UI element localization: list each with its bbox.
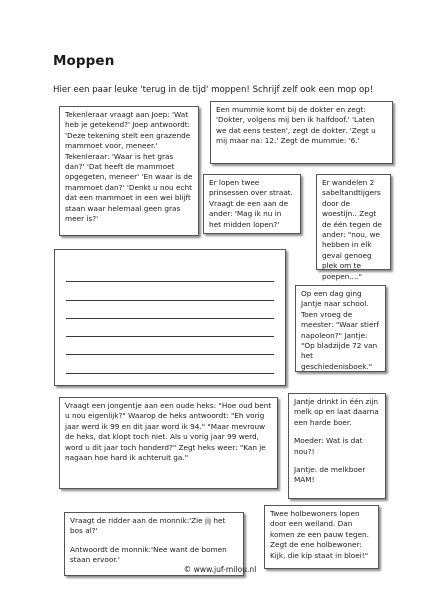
joke-box-tekenleraar [59,106,199,236]
joke-text: Vraagt een jongentje aan een oude heks: "Hoe oud bent u nou eigenlijk?" Waarop de heks antwoordt: "Eh vorig jaar werd ik 99 en dit jaar word ik 94." "Maar mevrouw de heks, dat klopt toch niet. Als u vorig jaar 99 werd, word u dit jaar toch honderd?" Zegt heks weer: "Kan je nagaan hoe hard ik achteruit ga." [65,401,272,463]
joke-box-holbewoners [264,505,379,569]
joke-box-prinsessen [203,174,301,234]
joke-box-mummie [210,101,393,164]
joke-text: Moeder: Wat is dat nou?! [294,436,363,456]
joke-text: Jantje: de melkboer MAM! [294,465,366,485]
writing-line[interactable] [66,319,274,337]
writing-area[interactable] [54,249,286,386]
writing-line[interactable] [66,264,274,282]
joke-box-heks [59,397,278,489]
joke-text: Op een dag ging Jantje naar school. Toen vroeg de meester: "Waar stierf napoleon?" Jantje: "Op bladzijde 72 van het geschiedenisboek." [301,289,380,371]
writing-line[interactable] [66,282,274,300]
page-title: Moppen [53,53,115,69]
joke-box-jantje-napoleon [295,285,386,372]
joke-text: Een mummie komt bij de dokter en zegt: 'Dokter, volgens mij ben ik halfdoof.' 'Laten we dat eens testen', zegt de dokter. 'Zegt u mij maar na: 12.' Zegt de mummie: '6.' [216,105,376,146]
joke-text: Er lopen twee prinsessen over straat. Vraagt de een aan de ander: 'Mag ik nu in het midden lopen?' [209,178,293,229]
joke-text: Antwoordt de monnik:'Nee want de bomen staan ervoor.' [70,544,227,565]
writing-line[interactable] [66,301,274,319]
writing-lines[interactable] [66,264,274,374]
joke-text: Jantje drinkt in één zijn melk op en laat daarna een harde boer. [294,397,379,427]
joke-text: Vraagt de ridder aan de monnik:'Zie jij het bos al?' [70,516,226,536]
writing-line[interactable] [66,355,274,373]
joke-text: Er wandelen 2 sabeltandtijgers door de woestijn.. Zegt de één tegen de ander: "nou, we hebben in elk geval genoeg plek om te poepen...." [322,178,382,281]
joke-box-sabeltandtijgers [316,174,391,281]
joke-text: Twee holbewoners lopen door een weiland. Dan komen ze een pauw tegen. Zegt de ene holbewoner: Kijk, die kip staat in bloei!" [270,509,369,560]
writing-line[interactable] [66,337,274,355]
footer-credit: © www.juf-milou.nl [183,565,257,574]
joke-box-melkboer [288,393,386,499]
intro-text: Hier een paar leuke 'terug in de tijd' moppen! Schrijf zelf ook een mop op! [53,85,374,95]
joke-text: Tekenleraar vraagt aan Joep: 'Wat heb je getekend?' Joep antwoordt: 'Deze tekening stelt een grazende mammoet voor, meneer.' Tekenleraar: 'Waar is het gras dan?' 'Dat heeft de mammoet opgegeten, meneer' 'En waar is de mammoet dan?' 'Denkt u nou echt dat een mammoet in een wei blijft staan waar helemaal geen gras meer is?' [65,110,193,224]
